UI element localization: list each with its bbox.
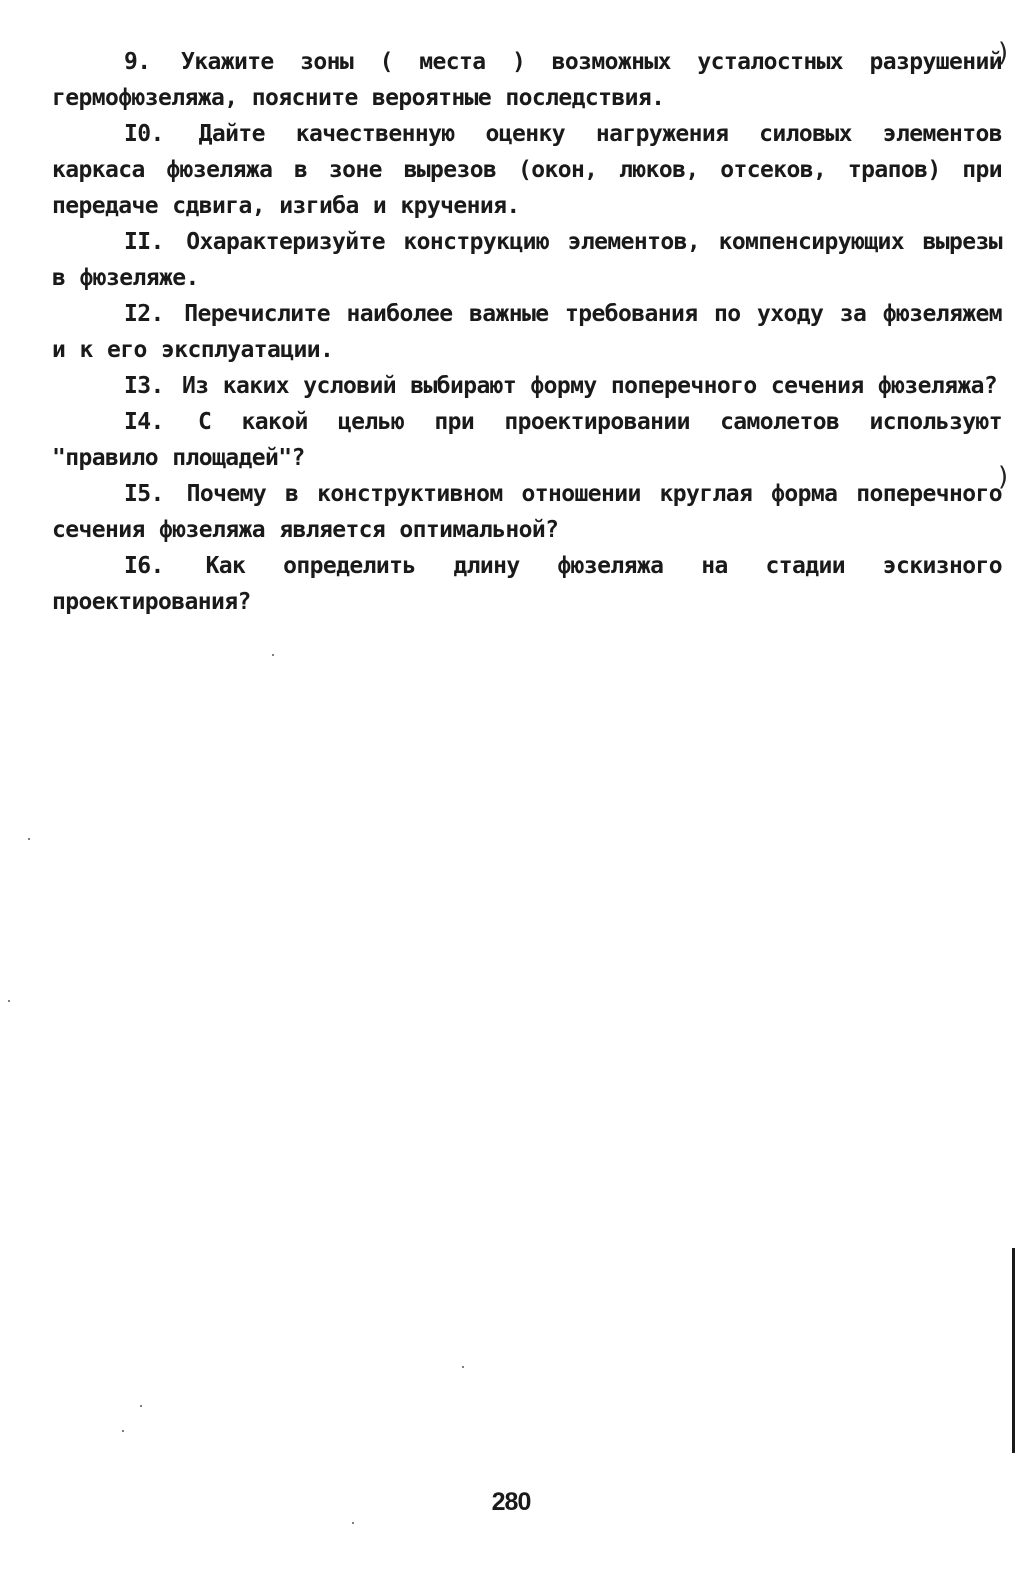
- question-11: [52, 224, 1002, 296]
- question-text: Охарактеризуйте конструкцию элементов, компенсирующих вырезы в фюзеляже.: [52, 229, 1002, 291]
- question-9: [52, 44, 1002, 116]
- scan-margin-line: [1012, 1248, 1015, 1453]
- scan-speck: [140, 1405, 142, 1407]
- scan-speck: [28, 838, 30, 840]
- question-number: I3.: [124, 373, 164, 399]
- question-text: Из каких условий выбирают форму поперечного сечения фюзеляжа?: [182, 373, 998, 399]
- question-number: II.: [124, 229, 164, 255]
- scan-bracket-mark: ): [998, 38, 1009, 68]
- question-14: [52, 404, 1002, 476]
- question-number: I2.: [124, 301, 164, 327]
- scan-bracket-mark: ): [998, 462, 1009, 492]
- question-text: Почему в конструктивном отношении круглая форма поперечного сечения фюзеляжа является оптимальной?: [52, 481, 1003, 543]
- question-10: [52, 116, 1002, 224]
- question-13: [52, 368, 1002, 404]
- question-text: С какой целью при проектировании самолетов используют "правило площадей"?: [52, 409, 1002, 471]
- question-number: 9.: [124, 49, 151, 75]
- page-number: 280: [491, 1488, 531, 1516]
- question-number: I5.: [124, 481, 164, 507]
- question-text: Перечислите наиболее важные требования по уходу за фюзеляжем и к его эксплуатации.: [52, 301, 1002, 363]
- question-number: I0.: [124, 121, 164, 147]
- scan-speck: [8, 1000, 10, 1002]
- question-12: [52, 296, 1002, 368]
- question-text: Как определить длину фюзеляжа на стадии эскизного проектирования?: [52, 553, 1002, 615]
- scan-speck: [462, 1366, 464, 1368]
- scan-speck: [122, 1430, 124, 1432]
- scan-speck: [352, 1522, 354, 1524]
- question-number: I4.: [124, 409, 164, 435]
- question-list: [52, 44, 1002, 620]
- question-text: Дайте качественную оценку нагружения силовых элементов каркаса фюзеляжа в зоне вырезов (окон, люков, отсеков, трапов) при передаче сдвига, изгиба и кручения.: [52, 121, 1002, 219]
- question-16: [52, 548, 1002, 620]
- scan-speck: [272, 654, 274, 656]
- question-15: [52, 476, 1002, 548]
- question-text: Укажите зоны ( места ) возможных усталостных разрушений гермофюзеляжа, поясните вероятные последствия.: [52, 49, 1002, 111]
- question-number: I6.: [124, 553, 164, 579]
